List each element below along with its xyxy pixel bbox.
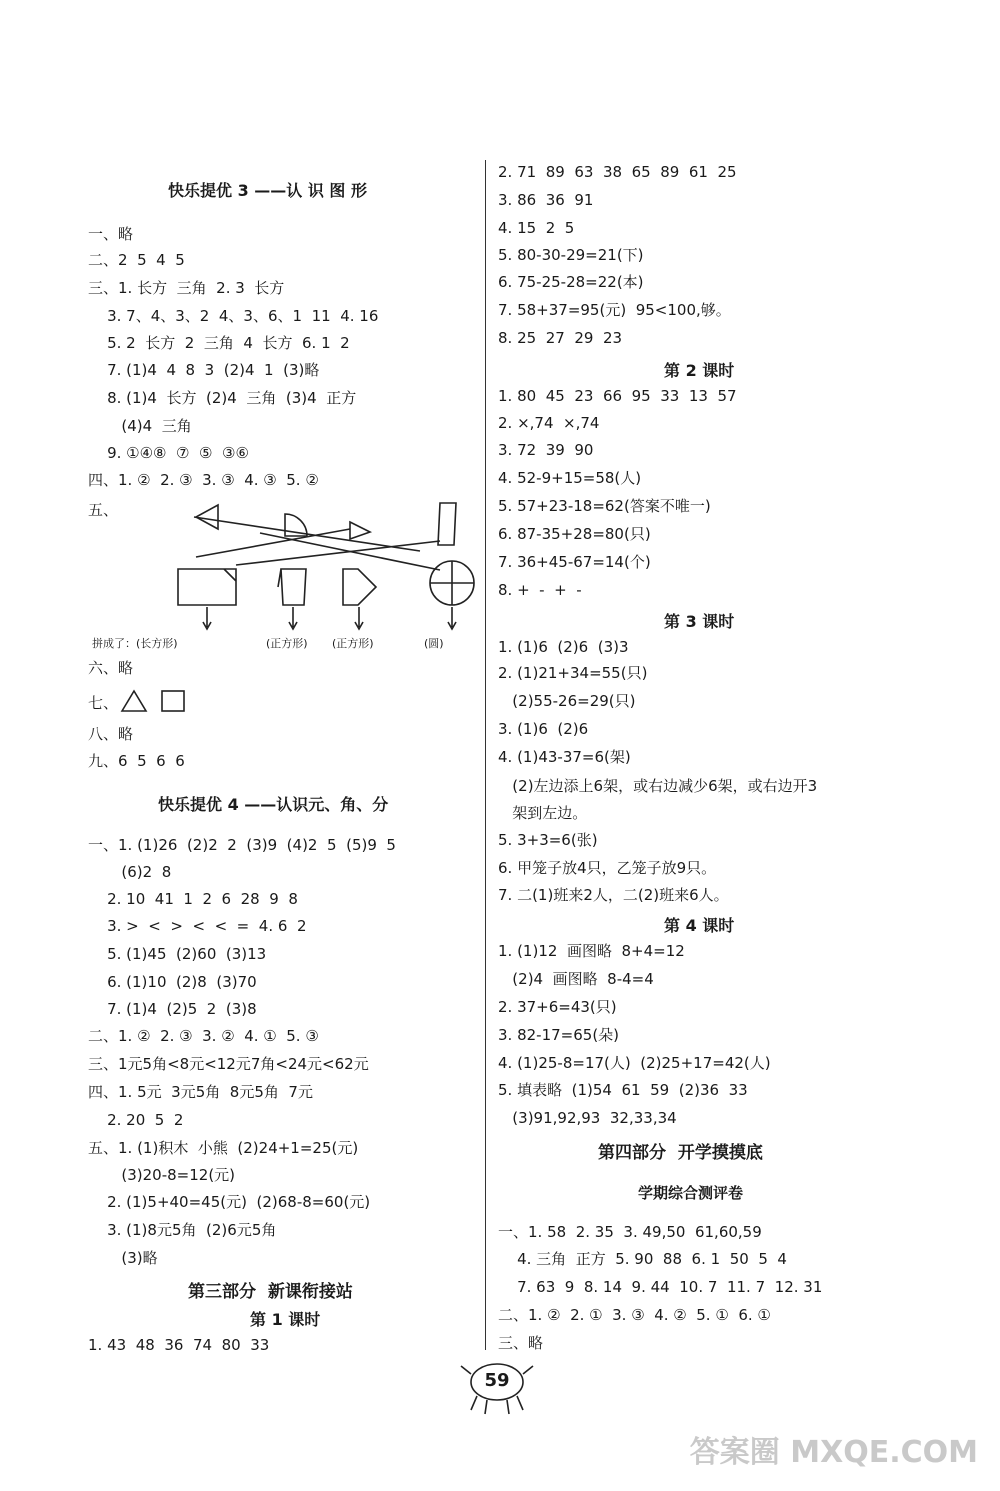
section-heading-shapes: 快乐提优 3 ——认 识 图 形 — [168, 181, 367, 200]
triangle-icon — [122, 691, 146, 711]
answer-line: 6. 87-35+28=80(只) — [498, 525, 651, 543]
part-heading: 第三部分 新课衔接站 — [188, 1282, 353, 1302]
answer-line: 7. 58+37=95(元) 95<100,够。 — [498, 301, 731, 319]
answer-line: 一、略 — [88, 225, 134, 243]
answer-line: 3. 72 39 90 — [498, 441, 594, 459]
answer-line: (3)91,92,93 32,33,34 — [498, 1109, 677, 1127]
answer-line: 二、1. ② 2. ① 3. ③ 4. ② 5. ① 6. ① — [498, 1306, 771, 1324]
column-divider — [485, 160, 486, 1350]
answer-line: 7. (1)4 4 8 3 (2)4 1 (3)略 — [88, 361, 320, 379]
answer-line: (3)20-8=12(元) — [88, 1166, 236, 1184]
answer-line: 1. 43 48 36 74 80 33 — [88, 1336, 270, 1354]
lesson-heading: 第 1 课时 — [250, 1310, 321, 1329]
answer-line: 2. (1)21+34=55(只) — [498, 664, 648, 682]
answer-line: 2. 37+6=43(只) — [498, 998, 617, 1016]
answer-line: 2. 71 89 63 38 65 89 61 25 — [498, 163, 737, 181]
answer-line: 6. 75-25-28=22(本) — [498, 273, 644, 291]
answer-line: 6. 甲笼子放4只，乙笼子放9只。 — [498, 859, 717, 877]
answer-line: 9. ①④⑧ ⑦ ⑤ ③⑥ — [88, 444, 249, 462]
answer-line: (2)55-26=29(只) — [498, 692, 636, 710]
shape-matching-figure — [88, 495, 478, 655]
answer-line: 一、1. (1)26 (2)2 2 (3)9 (4)2 5 (5)9 5 — [88, 836, 396, 854]
answer-line: 2. 20 5 2 — [88, 1111, 184, 1129]
page-number-badge — [457, 1352, 537, 1422]
rectangle-result-icon — [178, 569, 236, 605]
watermark: 答案圈 MXQE.COM — [689, 1435, 978, 1470]
answer-line: (4)4 三角 — [88, 417, 192, 435]
answer-line: 1. (1)12 画图略 8+4=12 — [498, 942, 685, 960]
answer-line: 4. 52-9+15=58(人) — [498, 469, 642, 487]
answer-line: 五、1. (1)积木 小熊 (2)24+1=25(元) — [88, 1139, 359, 1157]
trapezoid-piece-icon — [438, 503, 456, 545]
answer-line: 7. 二(1)班来2人，二(2)班来6人。 — [498, 886, 729, 904]
answer-line: 8. 25 27 29 23 — [498, 329, 623, 347]
part-heading: 第四部分 开学摸摸底 — [598, 1143, 763, 1163]
answer-line: 2. ×,74 ×,74 — [498, 414, 600, 432]
small-triangle-piece-icon — [350, 522, 370, 539]
answer-line: 1. 80 45 23 66 95 33 13 57 — [498, 387, 737, 405]
answer-line: 七、 — [88, 694, 119, 712]
answer-line: 8. (1)4 长方 (2)4 三角 (3)4 正方 — [88, 389, 357, 407]
answer-line: 四、1. ② 2. ③ 3. ③ 4. ③ 5. ② — [88, 471, 319, 489]
shape-answer — [120, 688, 190, 714]
answer-line: 二、1. ② 2. ③ 3. ② 4. ① 5. ③ — [88, 1027, 319, 1045]
answer-line: 八、略 — [88, 725, 134, 743]
answer-line: 3. (1)8元5角 (2)6元5角 — [88, 1221, 277, 1239]
figure-label: (正方形) — [332, 637, 374, 650]
answer-line: 7. 63 9 8. 14 9. 44 10. 7 11. 7 12. 31 — [498, 1278, 823, 1296]
connector-line — [194, 517, 420, 551]
answer-line: 4. (1)43-37=6(架) — [498, 748, 631, 766]
answer-line: (6)2 8 — [88, 863, 172, 881]
answer-line: 五、 — [88, 501, 119, 519]
answer-line: (2)左边添上6架，或右边减少6架，或右边开3 — [498, 777, 818, 795]
answer-line: 2. 10 41 1 2 6 28 9 8 — [88, 890, 298, 908]
lesson-heading: 第 4 课时 — [664, 916, 735, 935]
answer-line: 6. (1)10 (2)8 (3)70 — [88, 973, 257, 991]
answer-line: 三、略 — [498, 1334, 544, 1352]
answer-line: 2. (1)5+40=45(元) (2)68-8=60(元) — [88, 1193, 371, 1211]
answer-line: 5. 2 长方 2 三角 4 长方 6. 1 2 — [88, 334, 350, 352]
answer-line: 3. > < > < < = 4. 6 2 — [88, 917, 307, 935]
answer-line: 5. 3+3=6(张) — [498, 831, 598, 849]
answer-line: 3. (1)6 (2)6 — [498, 720, 589, 738]
answer-line: 5. (1)45 (2)60 (3)13 — [88, 945, 267, 963]
answer-line: 六、略 — [88, 659, 134, 677]
answer-line: 8. + - + - — [498, 581, 582, 599]
answer-line: 一、1. 58 2. 35 3. 49,50 61,60,59 — [498, 1223, 762, 1241]
answer-line: 5. 57+23-18=62(答案不唯一) — [498, 497, 711, 515]
answer-line: 三、1元5角<8元<12元7角<24元<62元 — [88, 1055, 369, 1073]
answer-line: 4. 三角 正方 5. 90 88 6. 1 50 5 4 — [498, 1250, 787, 1268]
answer-line: 4. (1)25-8=17(人) (2)25+17=42(人) — [498, 1054, 771, 1072]
answer-line: 7. 36+45-67=14(个) — [498, 553, 651, 571]
square-icon — [162, 691, 184, 711]
answer-line: 架到左边。 — [498, 804, 588, 822]
figure-label: (圆) — [424, 637, 444, 650]
section-heading-money: 快乐提优 4 ——认识元、角、分 — [158, 795, 389, 814]
answer-line: 九、6 5 6 6 — [88, 752, 185, 770]
answer-line: 1. (1)6 (2)6 (3)3 — [498, 638, 629, 656]
answer-line: (3)略 — [88, 1249, 158, 1267]
answer-line: 3. 82-17=65(朵) — [498, 1026, 620, 1044]
answer-line: 5. 80-30-29=21(下) — [498, 246, 644, 264]
answer-line: 二、2 5 4 5 — [88, 251, 185, 269]
answer-line: (2)4 画图略 8-4=4 — [498, 970, 654, 988]
square-result-icon — [278, 569, 306, 605]
lesson-heading: 第 3 课时 — [664, 612, 735, 631]
answer-line: 7. (1)4 (2)5 2 (3)8 — [88, 1000, 257, 1018]
test-title: 学期综合测评卷 — [638, 1184, 744, 1202]
figure-label: (正方形) — [266, 637, 308, 650]
answer-line: 4. 15 2 5 — [498, 219, 575, 237]
answer-line: 三、1. 长方 三角 2. 3 长方 — [88, 279, 285, 297]
figure-label: 拼成了：(长方形) — [92, 637, 178, 650]
page-number: 59 — [484, 1370, 510, 1391]
answer-line: 四、1. 5元 3元5角 8元5角 7元 — [88, 1083, 313, 1101]
connector-line — [196, 529, 350, 557]
answer-line: 5. 填表略 (1)54 61 59 (2)36 33 — [498, 1081, 748, 1099]
lesson-heading: 第 2 课时 — [664, 361, 735, 380]
square-result-icon — [343, 569, 376, 605]
answer-line: 3. 86 36 91 — [498, 191, 594, 209]
answer-line: 3. 7、4、3、2 4、3、6、1 11 4. 16 — [88, 307, 379, 325]
